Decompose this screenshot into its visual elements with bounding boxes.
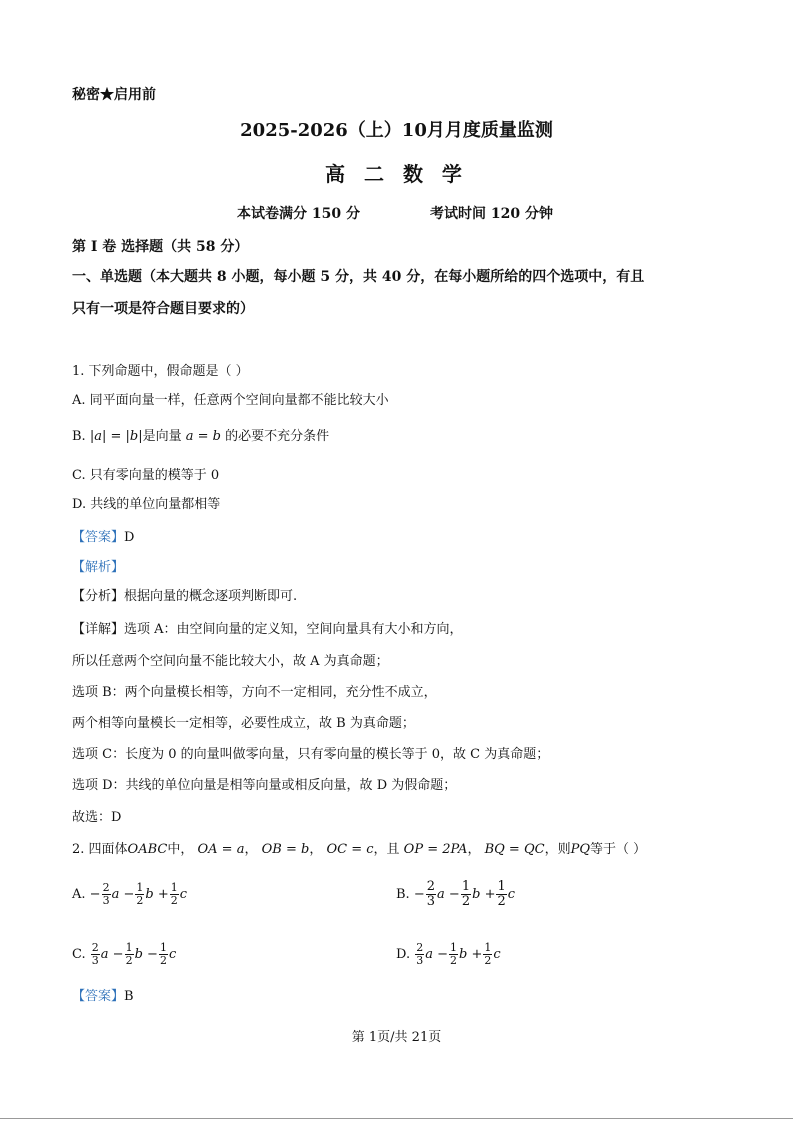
q1-detail-text-1: 选项 A：由空间向量的定义知，空间向量具有大小和方向， — [124, 622, 463, 637]
q2-tetra: OABC — [127, 842, 168, 857]
q2-stem-mid2: ，且 — [373, 842, 400, 857]
sign: − — [413, 887, 425, 902]
q1-fenxi — [72, 585, 297, 604]
vector-a: a — [111, 887, 120, 902]
fraction: $\frac{1}{2}$ — [484, 941, 492, 967]
q2-bq: BQ = QC — [484, 842, 545, 857]
fenxi-tag: 【分析】 — [72, 589, 125, 604]
vector-b: b — [459, 947, 468, 962]
q1-detail-line-4: 两个相等向量模长一定相等，必要性成立，故 B 为真命题； — [72, 716, 415, 731]
q1-stem: 1. 下列命题中，假命题是（ ） — [72, 364, 249, 379]
vector-b: b — [134, 947, 143, 962]
vector-c: c — [507, 887, 516, 902]
section-heading-line1: 一、单选题（本大题共 8 小题，每小题 5 分，共 40 分，在每小题所给的四个选项中，有且 — [72, 269, 645, 285]
fraction: $\frac{1}{2}$ — [450, 941, 458, 967]
q2-oc: OC = c — [326, 842, 374, 857]
fraction: $\frac{2}{3}$ — [426, 879, 436, 909]
sign: − — [437, 947, 449, 962]
sign: − — [147, 947, 158, 962]
sign: − — [89, 887, 101, 902]
fraction: $\frac{2}{3}$ — [416, 941, 424, 967]
detail-tag: 【详解】 — [72, 622, 125, 637]
q1-option-b-formula2: a = b — [185, 429, 221, 444]
q2-option-label: A. — [72, 887, 86, 902]
q1-detail-line-7: 故选：D — [72, 810, 122, 825]
answer-tag: 【答案】 — [72, 530, 125, 545]
q1-detail-line-5: 选项 C：长度为 0 的向量叫做零向量，只有零向量的模长等于 0，故 C 为真命题； — [72, 747, 550, 762]
page-footer: 第 1页/共 21页 — [351, 1030, 442, 1045]
q2-stem-start: 2. 四面体 — [72, 842, 128, 857]
vector-c: c — [179, 887, 188, 902]
q1-detail-line-2: 所以任意两个空间向量不能比较大小，故 A 为真命题； — [72, 654, 389, 669]
vector-a: a — [425, 947, 433, 962]
q2-option-c — [72, 942, 176, 967]
q1-option-b-mid: 是向量 — [142, 429, 182, 444]
bottom-divider — [0, 1118, 793, 1119]
fraction: $\frac{2}{3}$ — [102, 881, 110, 907]
q2-option-b — [396, 880, 515, 909]
q2-stem-mid1: 中， — [167, 842, 194, 857]
q1-detail-line-3: 选项 B：两个向量模长相等，方向不一定相同，充分性不成立， — [72, 685, 437, 700]
q1-answer — [72, 526, 134, 545]
sign: − — [448, 887, 460, 902]
q2-answer-value: B — [124, 989, 134, 1004]
q1-option-d: D. 共线的单位向量都相等 — [72, 497, 221, 512]
fraction: $\frac{1}{2}$ — [170, 881, 178, 907]
exam-subject: 高 二 数 学 — [325, 162, 468, 186]
part-heading: 第 I 卷 选择题（共 58 分） — [72, 239, 249, 255]
sign: − — [112, 947, 124, 962]
q1-option-a: A. 同平面向量一样，任意两个空间向量都不能比较大小 — [72, 393, 389, 408]
q1-detail-line-6: 选项 D：共线的单位向量是相等向量或相反向量，故 D 为假命题； — [72, 778, 457, 793]
fraction: $\frac{1}{2}$ — [125, 941, 133, 967]
q2-option-label: D. — [396, 947, 411, 962]
answer-tag: 【答案】 — [72, 989, 125, 1004]
sign: − — [123, 887, 135, 902]
fraction: $\frac{1}{2}$ — [159, 941, 167, 967]
full-score-label: 本试卷满分 150 分 — [237, 206, 360, 222]
vector-c: c — [493, 947, 501, 962]
q2-option-label: B. — [396, 887, 410, 902]
vector-a: a — [437, 887, 445, 902]
fraction: $\frac{1}{2}$ — [136, 881, 144, 907]
analysis-tag: 【解析】 — [72, 560, 125, 575]
q1-option-c: C. 只有零向量的模等于 0 — [72, 468, 220, 483]
q2-stem-mid3: ，则 — [544, 842, 571, 857]
sign: + — [484, 887, 496, 902]
q2-stem-end: 等于（ ） — [589, 842, 647, 857]
q1-option-b-formula: |a| = |b| — [89, 429, 143, 444]
vector-c: c — [168, 947, 177, 962]
q2-pq: PQ — [570, 842, 590, 857]
q1-detail-line-1 — [72, 618, 463, 637]
q1-option-b-label: B. — [72, 429, 86, 444]
fraction: $\frac{1}{2}$ — [497, 879, 506, 909]
vector-b: b — [145, 887, 154, 902]
fraction: $\frac{2}{3}$ — [91, 941, 99, 967]
confidential-label: 秘密★启用前 — [72, 87, 156, 103]
q1-option-b-suffix: 的必要不充分条件 — [225, 429, 330, 444]
q1-fenxi-text: 根据向量的概念逐项判断即可. — [124, 589, 298, 604]
vector-a: a — [100, 947, 109, 962]
exam-title: 2025-2026（上）10月月度质量监测 — [240, 120, 553, 141]
exam-time-label: 考试时间 120 分钟 — [430, 206, 553, 222]
q2-oa: OA = a — [197, 842, 245, 857]
q2-ob: OB = b — [261, 842, 310, 857]
q1-answer-value: D — [124, 530, 135, 545]
q2-op: OP = 2PA — [403, 842, 468, 857]
q1-option-b — [72, 425, 329, 444]
q2-stem: 2. 四面体OABC中， OA = a， OB = b， OC = c，且 OP = 2PA， BQ = QC，则PQ等于（ ） — [72, 842, 647, 857]
q2-option-d — [396, 942, 501, 967]
sign: + — [471, 947, 483, 962]
fraction: $\frac{1}{2}$ — [461, 879, 471, 909]
q2-answer — [72, 985, 134, 1004]
vector-b: b — [472, 887, 481, 902]
section-heading-line2: 只有一项是符合题目要求的） — [72, 301, 254, 317]
q2-option-a — [72, 882, 187, 907]
q2-option-label: C. — [72, 947, 86, 962]
sign: + — [157, 887, 169, 902]
